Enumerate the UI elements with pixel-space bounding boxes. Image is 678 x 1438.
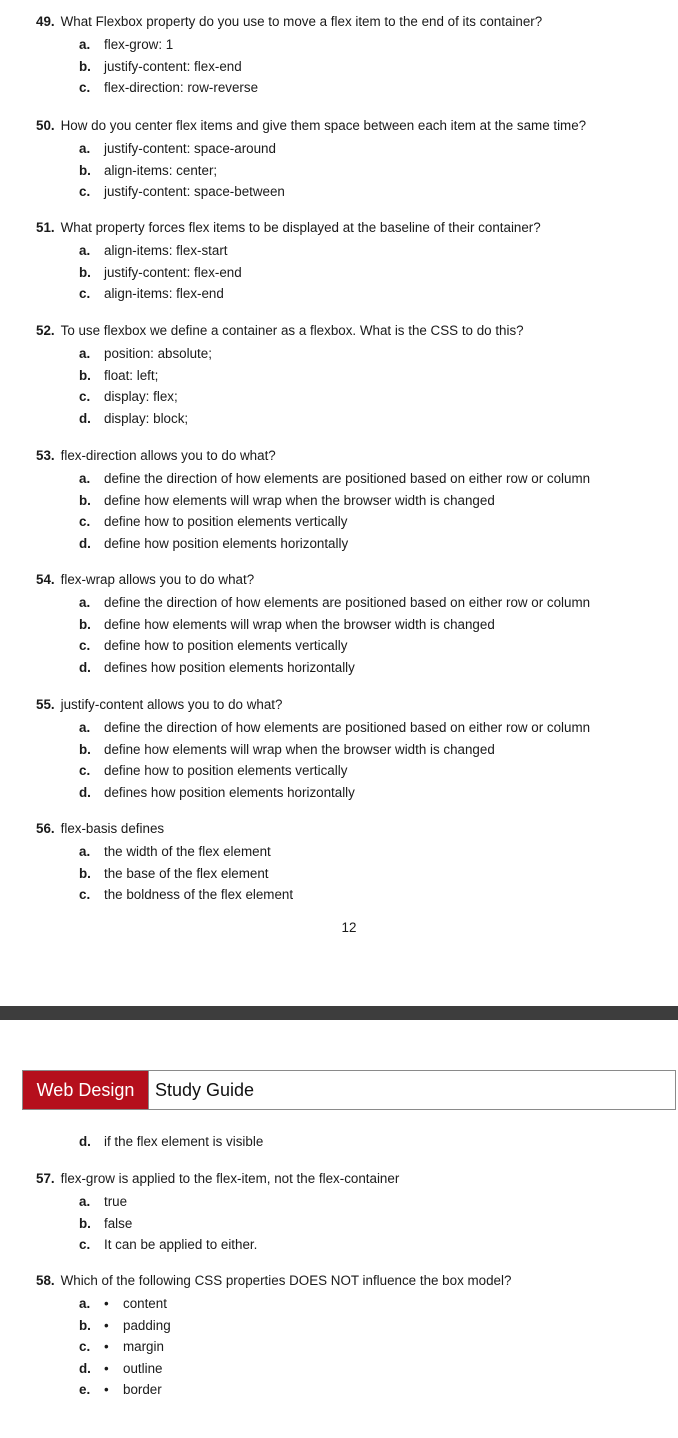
answer-list [36, 138, 676, 203]
question-number: 49. [36, 14, 55, 29]
answer-option: a. flex-grow: 1 [79, 37, 174, 52]
answer-option: a. position: absolute; [79, 346, 212, 361]
question-57 [36, 1170, 676, 1256]
answer-option: c. display: flex; [79, 389, 178, 404]
answer-list [36, 592, 676, 678]
question-number: 53. [36, 448, 55, 463]
answer-option: b. define how elements will wrap when the browser width is changed [79, 616, 495, 632]
question-number: 52. [36, 323, 55, 338]
answer-option: c. the boldness of the flex element [79, 887, 294, 902]
answer-option: b. justify-content: flex-end [79, 264, 242, 280]
bullet-icon: • [104, 1296, 109, 1311]
answer-option: c. define how to position elements vertically [79, 763, 348, 778]
question-50 [36, 117, 676, 203]
question-text: 55. justify-content allows you to do what? [36, 697, 283, 712]
question-text: 58. Which of the following CSS properties DOES NOT influence the box model? [36, 1273, 512, 1288]
question-55 [36, 696, 676, 803]
answer-option: c. It can be applied to either. [79, 1237, 258, 1252]
answer-option: c. justify-content: space-between [79, 184, 285, 199]
answer-option: d. • outline [36, 1358, 676, 1380]
answer-list [36, 1191, 676, 1256]
answer-option: c. flex-direction: row-reverse [79, 80, 259, 95]
header-divider [148, 1071, 149, 1109]
answer-option: a. • content [36, 1293, 676, 1315]
page-separator [0, 1006, 678, 1020]
question-54 [36, 571, 676, 678]
question-number: 50. [36, 118, 55, 133]
page-number: 12 [341, 920, 357, 935]
answer-option: b. justify-content: flex-end [79, 58, 242, 74]
question-text: 56. flex-basis defines [36, 821, 165, 836]
question-text: 51. What property forces flex items to be displayed at the baseline of their container? [36, 220, 541, 235]
question-text: 49. What Flexbox property do you use to move a flex item to the end of its container? [36, 14, 543, 29]
answer-option: c. define how to position elements vertically [79, 514, 348, 529]
question-number: 58. [36, 1273, 55, 1288]
answer-list [36, 841, 676, 906]
answer-list [36, 717, 676, 803]
page-13 [0, 1020, 678, 1438]
question-56-continued [36, 1131, 676, 1153]
bullet-icon: • [104, 1317, 109, 1333]
answer-option: a. true [79, 1194, 128, 1209]
answer-option: d. if the flex element is visible [79, 1134, 264, 1149]
answer-list [36, 468, 676, 554]
question-56 [36, 820, 676, 906]
question-text: 52. To use flexbox we define a container as a flexbox. What is the CSS to do this? [36, 323, 524, 338]
question-number: 55. [36, 697, 55, 712]
question-number: 51. [36, 220, 55, 235]
answer-option: b. align-items: center; [79, 162, 218, 178]
question-49 [36, 13, 676, 99]
question-58 [36, 1272, 676, 1401]
bullet-icon: • [104, 1382, 109, 1397]
question-number: 56. [36, 821, 55, 836]
answer-option: d. defines how position elements horizontally [79, 784, 355, 800]
answer-option: b. float: left; [79, 367, 159, 383]
answer-option: b. false [79, 1215, 133, 1231]
answer-list [36, 1131, 676, 1153]
question-51 [36, 219, 676, 305]
question-text: 50. How do you center flex items and give them space between each item at the same time? [36, 118, 587, 133]
answer-option: a. align-items: flex-start [79, 243, 228, 258]
question-53 [36, 447, 676, 554]
question-52 [36, 322, 676, 429]
answer-option: b. the base of the flex element [79, 865, 269, 881]
question-number: 57. [36, 1171, 55, 1186]
answer-option: c. align-items: flex-end [79, 286, 224, 301]
question-number: 54. [36, 572, 55, 587]
answer-option: d. defines how position elements horizontally [79, 659, 355, 675]
answer-option: a. the width of the flex element [79, 844, 271, 859]
answer-option: a. define the direction of how elements are positioned based on either row or column [79, 720, 591, 735]
answer-option: d. display: block; [79, 410, 189, 426]
answer-option: e. • border [36, 1379, 676, 1401]
answer-list [36, 1293, 676, 1401]
answer-list [36, 34, 676, 99]
question-text: 53. flex-direction allows you to do what? [36, 448, 276, 463]
answer-option: a. justify-content: space-around [79, 141, 276, 156]
header-brand: Web Design [23, 1071, 148, 1109]
question-text: 54. flex-wrap allows you to do what? [36, 572, 255, 587]
answer-option: b. define how elements will wrap when the browser width is changed [79, 741, 495, 757]
header-title: Study Guide [155, 1080, 255, 1100]
answer-option: c. • margin [36, 1336, 676, 1358]
bullet-icon: • [104, 1360, 109, 1376]
question-text: 57. flex-grow is applied to the flex-item, not the flex-container [36, 1171, 400, 1186]
answer-option: b. define how elements will wrap when the browser width is changed [79, 492, 495, 508]
answer-list [36, 343, 676, 429]
answer-option: a. define the direction of how elements are positioned based on either row or column [79, 595, 591, 610]
answer-list [36, 240, 676, 305]
answer-option: c. define how to position elements vertically [79, 638, 348, 653]
page-header [22, 1070, 676, 1110]
answer-option: b. • padding [36, 1315, 676, 1337]
bullet-icon: • [104, 1339, 109, 1354]
answer-option: a. define the direction of how elements are positioned based on either row or column [79, 471, 591, 486]
answer-option: d. define how position elements horizontally [79, 535, 349, 551]
